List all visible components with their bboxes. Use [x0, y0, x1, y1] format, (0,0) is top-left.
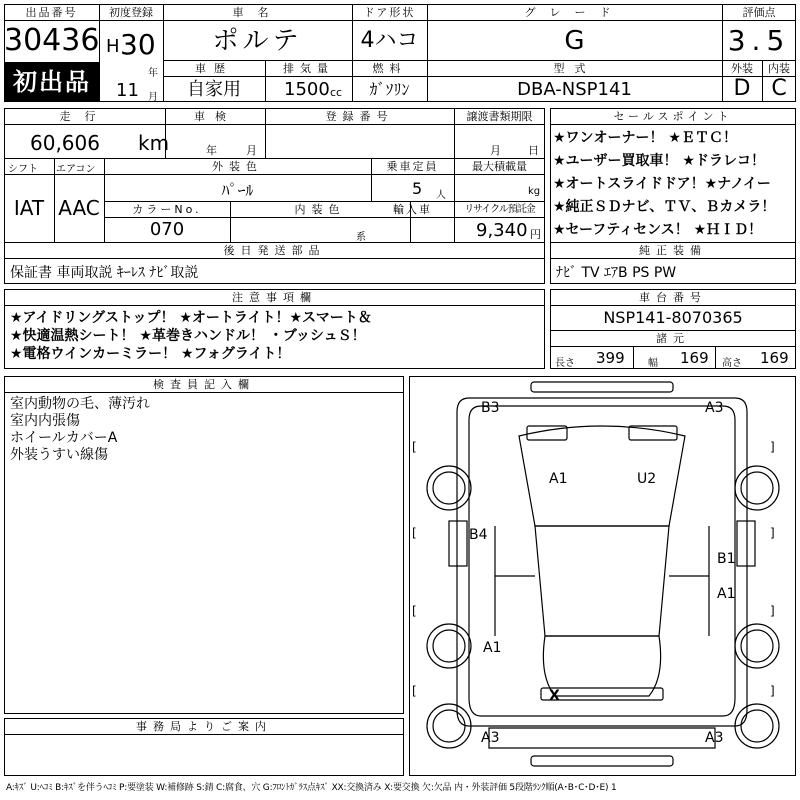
selling-item: ★ユーザー買取車！ ★ドラレコ！	[553, 153, 765, 169]
color-value: ﾊﾟｰﾙ	[221, 181, 254, 200]
bracket-mark: ]	[770, 684, 775, 698]
selling-list	[553, 127, 795, 242]
score-value: 3.5	[727, 24, 791, 57]
history-value: 自家用	[187, 79, 241, 100]
load-label: 最大積載量	[472, 160, 527, 173]
inspection-year-unit: 年	[206, 144, 217, 157]
exterior-label: 外装	[731, 62, 753, 75]
capacity-label: 乗車定員	[386, 160, 439, 173]
damage-mark: A3	[705, 730, 724, 746]
transfer-label: 譲渡書類期限	[466, 110, 533, 123]
bracket-mark: ]	[770, 526, 775, 540]
equipment-value: ﾅﾋﾞ TV ｴｱB PS PW	[556, 265, 677, 281]
mileage-unit: km	[138, 131, 170, 155]
color-no-value: 070	[149, 219, 185, 240]
office-label: 事務局よりご案内	[136, 720, 272, 733]
bracket-mark: [	[412, 440, 417, 454]
inspector-line: 外装うすい線傷	[10, 447, 108, 463]
bracket-mark: ]	[770, 440, 775, 454]
plate-label: 登録番号	[325, 110, 394, 123]
interior-color-label: 内装色	[294, 203, 346, 216]
notes-line: ★快適温熱シート！ ★革巻きハンドル！ ・ブッシュＳ！	[10, 328, 366, 344]
width-value: 169	[680, 349, 709, 367]
car-label: 車名	[232, 6, 283, 19]
interior-color-unit: 系	[356, 232, 366, 243]
height-value: 169	[760, 349, 789, 367]
recycle-label: リサイクル預託金	[464, 204, 535, 215]
interior-score: C	[771, 76, 787, 101]
inspector-notes	[10, 396, 150, 464]
fuel-label: 燃料	[372, 62, 407, 75]
load-unit: kg	[528, 186, 541, 197]
notes-line: ★アイドリングストップ！ ★オートライト！★スマート＆	[10, 310, 372, 326]
import-label: 輸入車	[393, 203, 432, 216]
score-label: 評価点	[742, 6, 776, 19]
selling-item: ★ワンオーナー！ ★ＥＴＣ！	[553, 130, 737, 146]
car-diagram	[409, 376, 796, 776]
damage-mark: A1	[717, 586, 736, 602]
reg-month-unit: 月	[148, 92, 158, 103]
selling-item: ★オートスライドドア！★ナノイー	[553, 176, 771, 192]
transfer-day-unit: 日	[528, 144, 539, 157]
selling-label: セールスポイント	[613, 110, 733, 123]
reg-month: 11	[116, 80, 139, 101]
displacement-label: 排気量	[283, 62, 334, 75]
height-label: 高さ	[722, 358, 742, 369]
notes-list	[10, 309, 372, 363]
first-listing-badge: 初出品	[5, 63, 99, 101]
damage-mark: B4	[469, 527, 488, 543]
notes-line: ★電格ウインカーミラー！ ★フォグライト！	[10, 346, 291, 362]
grade-value: G	[564, 26, 585, 56]
shift-label: シフト	[8, 164, 38, 175]
recycle-value: 9,340	[476, 220, 528, 241]
damage-mark: X	[549, 688, 560, 704]
reg-label: 初度登録	[109, 6, 153, 19]
bracket-mark: ]	[770, 604, 775, 618]
recycle-unit: 円	[530, 228, 541, 241]
inspector-line: ホイールカバーA	[10, 430, 118, 446]
notes-label: 注意事項欄	[232, 291, 317, 304]
door-value: 4ハコ	[360, 28, 419, 53]
chassis-label: 車台番号	[639, 291, 707, 304]
equipment-label: 純正装備	[639, 244, 707, 257]
color-no-label: カラーNo.	[132, 203, 202, 216]
lot-number: 30436	[4, 23, 100, 58]
mileage-label: 走行	[59, 110, 110, 123]
door-label: ドア形状	[363, 6, 416, 19]
selling-item: ★純正ＳＤナビ、ＴＶ、Ｂカメラ！	[553, 199, 776, 215]
dims-label: 諸元	[656, 332, 690, 345]
length-value: 399	[596, 349, 625, 367]
inspector-label: 検査員記入欄	[153, 378, 255, 391]
width-label: 幅	[648, 358, 658, 369]
inspection-label: 車検	[194, 110, 236, 123]
damage-mark: B1	[717, 551, 736, 567]
later-parts-label: 後日発送部品	[223, 244, 326, 257]
ac-value: AAC	[58, 196, 100, 220]
lot-label: 出品番号	[25, 6, 78, 19]
inspection-month-unit: 月	[246, 144, 257, 157]
damage-mark: A1	[549, 471, 568, 487]
bracket-mark: [	[412, 604, 417, 618]
inspector-line: 室内動物の毛、薄汚れ	[10, 396, 150, 412]
damage-mark: A3	[481, 730, 500, 746]
inspector-line: 室内内張傷	[10, 413, 80, 429]
length-label: 長さ	[555, 358, 575, 369]
capacity-unit: 人	[436, 190, 446, 201]
model-value: DBA-NSP141	[517, 79, 632, 100]
transfer-month-unit: 月	[490, 144, 501, 157]
damage-mark: B3	[481, 400, 500, 416]
exterior-score: D	[733, 76, 751, 101]
fuel-value: ｶﾞｿﾘﾝ	[369, 80, 410, 99]
damage-mark: A3	[705, 400, 724, 416]
selling-item: ★セーフティセンス！ ★ＨＩＤ！	[553, 222, 763, 238]
capacity-value: 5	[412, 179, 423, 198]
grade-label: グレード	[524, 6, 625, 19]
bracket-mark: [	[412, 684, 417, 698]
shift-value: IAT	[13, 196, 45, 220]
bracket-mark: [	[412, 526, 417, 540]
legend-text: A:ｷｽﾞ U:ﾍｺﾐ B:ｷｽﾞを伴うﾍｺﾐ P:要塗装 W:補修跡 S:錆 C:腐食、穴 G:ﾌﾛﾝﾄｶﾞﾗｽ点ｷｽﾞ XX:交換済み X:要交換 欠:欠品 内・外装評価 5段階ﾗﾝｸ順(A･B･C･D･E) 1	[6, 783, 617, 793]
mileage-value: 60,606	[30, 131, 100, 155]
ac-label: エアコン	[56, 164, 96, 175]
interior-label: 内装	[768, 62, 790, 75]
damage-mark: A1	[483, 640, 502, 656]
damage-mark: U2	[637, 471, 657, 487]
displacement-unit: cc	[330, 86, 343, 99]
chassis-number: NSP141-8070365	[603, 308, 743, 327]
later-parts-value: 保証書 車両取説 ｷｰﾚｽ ﾅﾋﾞ取説	[10, 265, 199, 281]
car-name: ポルテ	[212, 26, 303, 56]
reg-year-unit: 年	[148, 68, 158, 79]
history-label: 車歴	[195, 62, 233, 75]
displacement-value: 1500	[284, 79, 330, 100]
reg-era: H	[106, 36, 120, 57]
model-label: 型式	[553, 62, 596, 75]
color-label: 外装色	[212, 160, 263, 173]
reg-year: 30	[120, 28, 156, 61]
